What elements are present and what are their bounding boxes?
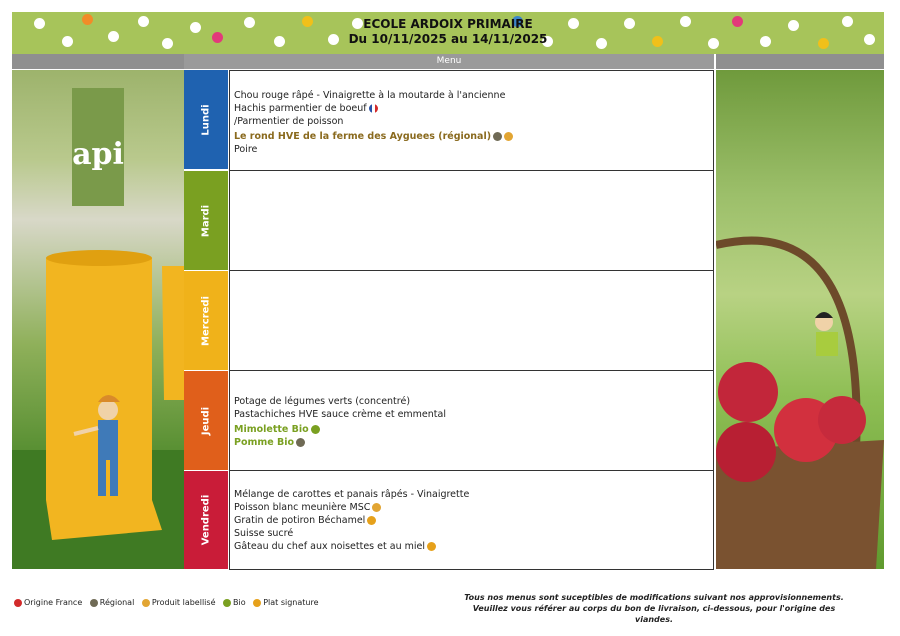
signature-icon bbox=[427, 542, 436, 551]
day-label-jeudi: Jeudi bbox=[184, 371, 228, 470]
day-label-lundi: Lundi bbox=[184, 70, 228, 169]
regional-icon bbox=[90, 599, 98, 607]
france-flag-icon bbox=[14, 599, 22, 607]
menu-item: Poire bbox=[234, 144, 258, 155]
label-icon bbox=[372, 503, 381, 512]
header-banner bbox=[12, 12, 884, 54]
school-name: ECOLE ARDOIX PRIMAIRE bbox=[363, 17, 533, 31]
footer-notice bbox=[454, 592, 854, 625]
menu-item: Hachis parmentier de boeuf bbox=[234, 102, 713, 115]
signature-icon bbox=[367, 516, 376, 525]
label-icon bbox=[504, 132, 513, 141]
legend-item: Produit labellisé bbox=[142, 598, 216, 607]
signature-icon bbox=[253, 599, 261, 607]
day-label-mardi: Mardi bbox=[184, 171, 228, 270]
menu-cell-mercredi bbox=[229, 270, 714, 371]
menu-item: Mélange de carottes et panais râpés - Vinaigrette bbox=[234, 489, 470, 500]
boots-illustration bbox=[12, 70, 184, 569]
label-icon bbox=[142, 599, 150, 607]
menubar-right bbox=[716, 54, 884, 69]
climbing-child bbox=[815, 312, 838, 356]
day-label-mercredi: Mercredi bbox=[184, 271, 228, 370]
menu-cell-lundi bbox=[229, 70, 714, 171]
legend-item: Plat signature bbox=[253, 598, 318, 607]
footer-line-2: Veuillez vous référer au corps du bon de livraison, ci-dessous, pour l'origine des viandes. bbox=[472, 604, 836, 624]
legend bbox=[14, 598, 324, 607]
day-label-vendredi: Vendredi bbox=[184, 471, 228, 569]
week-dates: Du 10/11/2025 au 14/11/2025 bbox=[348, 32, 548, 46]
footer-line-1: Tous nos menus sont suceptibles de modifications suivant nos approvisionnements. bbox=[464, 593, 844, 602]
menu-item: Potage de légumes verts (concentré) bbox=[234, 396, 411, 407]
menu-item: Mimolette Bio bbox=[234, 423, 713, 436]
legend-item: Bio bbox=[223, 598, 246, 607]
menu-item: Chou rouge râpé - Vinaigrette à la moutarde à l'ancienne bbox=[234, 90, 506, 101]
left-boots-image bbox=[12, 70, 184, 569]
menubar-left bbox=[12, 54, 184, 69]
regional-icon bbox=[493, 132, 502, 141]
legend-item: Origine France bbox=[14, 598, 82, 607]
menu-cell-vendredi bbox=[229, 470, 714, 570]
bio-icon bbox=[223, 599, 231, 607]
bio-icon bbox=[311, 425, 320, 434]
api-logo-text: api bbox=[72, 137, 124, 172]
menu-header: Menu bbox=[184, 54, 714, 69]
menu-item: Pomme Bio bbox=[234, 436, 713, 449]
menu-item: Gâteau du chef aux noisettes et au miel bbox=[234, 540, 713, 553]
apple-basket-illustration bbox=[716, 70, 884, 569]
menu-item: Pastachiches HVE sauce crème et emmental bbox=[234, 409, 446, 420]
legend-item: Régional bbox=[90, 598, 135, 607]
regional-icon bbox=[296, 438, 305, 447]
menu-item: Le rond HVE de la ferme des Ayguees (régional) bbox=[234, 130, 713, 143]
menu-cell-mardi bbox=[229, 170, 714, 271]
right-apples-image bbox=[716, 70, 884, 569]
header-title bbox=[12, 17, 884, 47]
menu-item: /Parmentier de poisson bbox=[234, 116, 344, 127]
menu-cell-jeudi bbox=[229, 370, 714, 471]
menu-item: Suisse sucré bbox=[234, 528, 294, 539]
france-flag-icon bbox=[369, 104, 378, 113]
menu-item: Gratin de potiron Béchamel bbox=[234, 514, 713, 527]
menu-item: Poisson blanc meunière MSC bbox=[234, 501, 713, 514]
